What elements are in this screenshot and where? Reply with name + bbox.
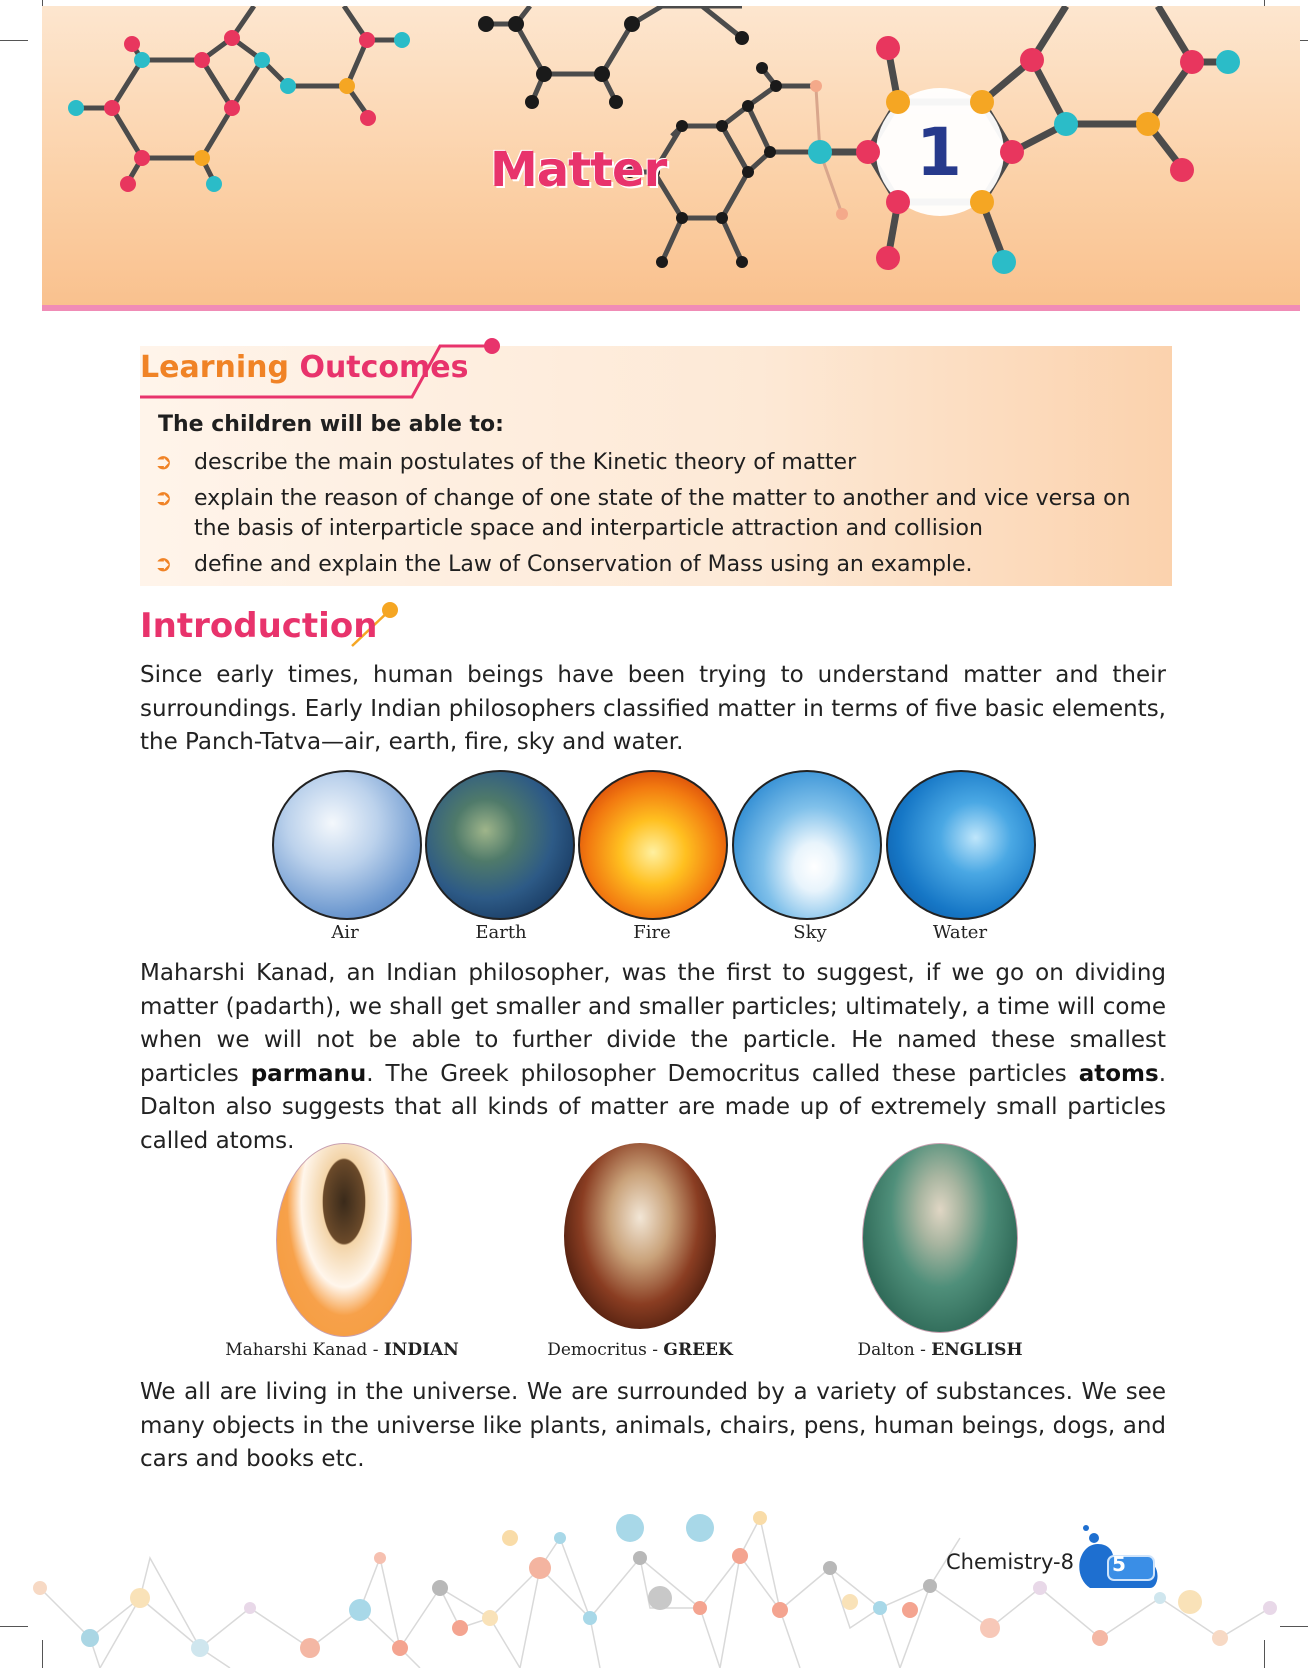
fire-image — [578, 770, 728, 920]
maharshi-kanad-portrait — [276, 1143, 412, 1337]
caption-origin: ENGLISH — [931, 1340, 1023, 1360]
heading-decoration — [0, 0, 420, 660]
chapter-title: Matter — [490, 142, 667, 198]
element-caption: Water — [932, 922, 988, 943]
text-run: . Dalton also suggests that all kinds of matter are made up of extremely small particles called atoms. — [140, 1060, 1166, 1154]
element-caption: Earth — [475, 922, 527, 943]
learning-outcomes-intro: The children will be able to: — [158, 412, 504, 437]
caption-origin: INDIAN — [383, 1340, 459, 1360]
heading-word: Outcomes — [299, 350, 469, 385]
dalton-portrait — [862, 1143, 1018, 1333]
intro-paragraph-2 — [140, 957, 1166, 1158]
element-caption: Air — [331, 922, 359, 943]
intro-paragraph-3: We all are living in the universe. We are surrounded by a variety of substances. We see many objects in the universe like plants, animals, chairs, pens, human beings, dogs, and cars and books etc. — [140, 1379, 1166, 1472]
arrow-bullet-icon: ➲ — [154, 450, 173, 475]
text-run: Maharshi Kanad, an Indian philosopher, was the first to suggest, if we go on dividing matter (padarth), we shall get smaller and smaller particles; ultimately, a time will come when we will not be able to further divide the particle. He named these smallest particles — [140, 960, 1166, 1087]
caption-origin: GREEK — [663, 1340, 733, 1360]
introduction-heading: Introduction — [140, 606, 378, 646]
heading-word: Learning — [140, 350, 289, 385]
intro-paragraph-1: Since early times, human beings have been trying to understand matter and their surroundings. Early Indian philosophers classified matter in terms of five basic elements, the Panch-Tatva—air, earth, fire, sky and water. — [140, 662, 1166, 755]
democritus-portrait — [564, 1143, 716, 1329]
air-image — [272, 770, 422, 920]
page-number: 5 — [1112, 1552, 1126, 1576]
arrow-bullet-icon: ➲ — [154, 486, 173, 511]
element-caption: Sky — [793, 922, 827, 943]
arrow-bullet-icon: ➲ — [154, 552, 173, 577]
chapter-number: 1 — [916, 114, 962, 191]
philosopher-caption — [830, 1340, 1050, 1360]
philosopher-caption — [530, 1340, 750, 1360]
book-name: Chemistry-8 — [946, 1550, 1074, 1574]
footer-molecule-decoration — [0, 1498, 1308, 1668]
sky-image — [732, 770, 882, 920]
list-item-text: define and explain the Law of Conservation of Mass using an example. — [194, 552, 973, 577]
text-run: . The Greek philosopher Democritus called these particles — [366, 1060, 1079, 1087]
caption-name: Democritus - — [547, 1340, 664, 1360]
caption-name: Maharshi Kanad - — [225, 1340, 384, 1360]
list-item-text: explain the reason of change of one state of the matter to another and vice versa on the basis of interparticle space and interparticle attraction and collision — [194, 486, 1131, 541]
element-caption: Fire — [633, 922, 671, 943]
list-item-text: describe the main postulates of the Kinetic theory of matter — [194, 450, 857, 475]
bold-term: atoms — [1078, 1060, 1159, 1087]
bold-term: parmanu — [250, 1060, 367, 1087]
philosopher-caption — [222, 1340, 462, 1360]
water-image — [886, 770, 1036, 920]
earth-image — [425, 770, 575, 920]
caption-name: Dalton - — [857, 1340, 932, 1360]
